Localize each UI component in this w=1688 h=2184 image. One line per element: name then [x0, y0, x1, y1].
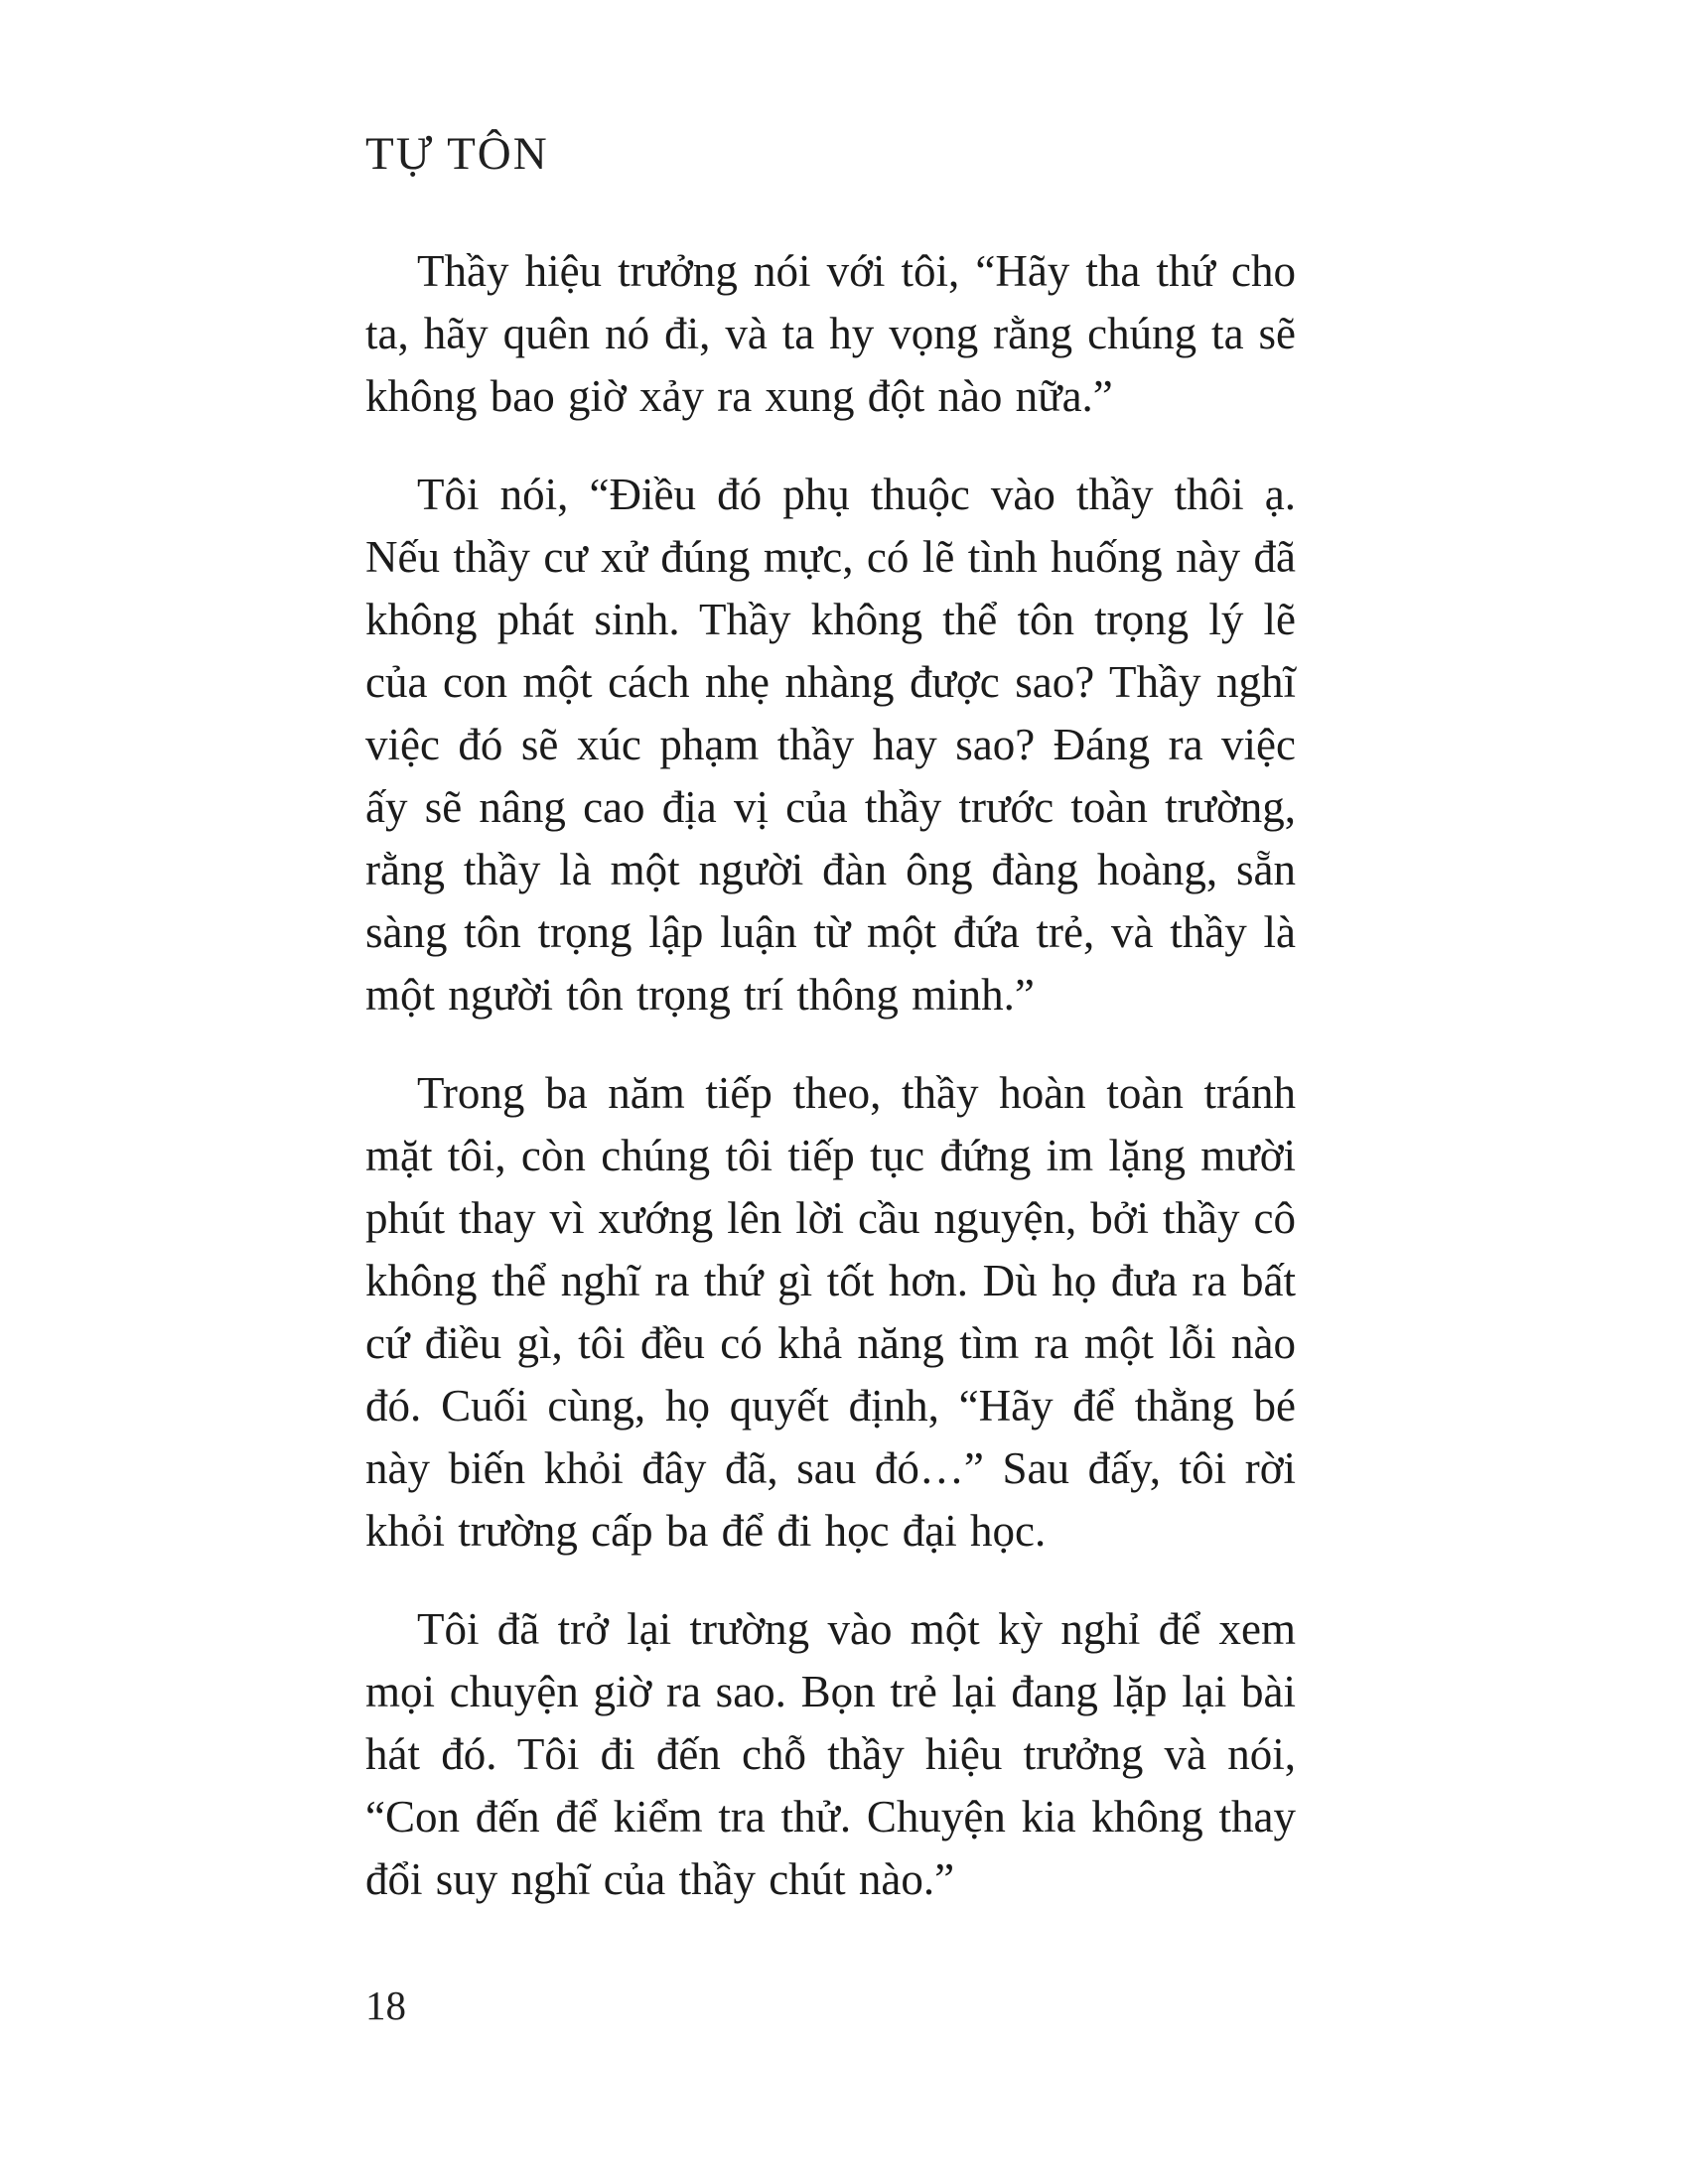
page-number: 18	[365, 1982, 406, 2028]
body-text	[365, 240, 1296, 1947]
paragraph: Tôi đã trở lại trường vào một kỳ nghỉ để xem mọi chuyện giờ ra sao. Bọn trẻ lại đang lặp lại bài hát đó. Tôi đi đến chỗ thầy hiệu trưởng và nói, “Con đến để kiểm tra thử. Chuyện kia không thay đổi suy nghĩ của thầy chút nào.”	[365, 1604, 1296, 1904]
running-head: TỰ TÔN	[365, 128, 549, 180]
paragraph: Trong ba năm tiếp theo, thầy hoàn toàn tránh mặt tôi, còn chúng tôi tiếp tục đứng im lặng mười phút thay vì xướng lên lời cầu nguyện, bởi thầy cô không thể nghĩ ra thứ gì tốt hơn. Dù họ đưa ra bất cứ điều gì, tôi đều có khả năng tìm ra một lỗi nào đó. Cuối cùng, họ quyết định, “Hãy để thằng bé này biến khỏi đây đã, sau đó…” Sau đấy, tôi rời khỏi trường cấp ba để đi học đại học.	[365, 1068, 1296, 1556]
paragraph: Thầy hiệu trưởng nói với tôi, “Hãy tha thứ cho ta, hãy quên nó đi, và ta hy vọng rằng chúng ta sẽ không bao giờ xảy ra xung đột nào nữa.”	[365, 246, 1296, 421]
paragraph: Tôi nói, “Điều đó phụ thuộc vào thầy thôi ạ. Nếu thầy cư xử đúng mực, có lẽ tình huống này đã không phát sinh. Thầy không thể tôn trọng lý lẽ của con một cách nhẹ nhàng được sao? Thầy nghĩ việc đó sẽ xúc phạm thầy hay sao? Đáng ra việc ấy sẽ nâng cao địa vị của thầy trước toàn trường, rằng thầy là một người đàn ông đàng hoàng, sẵn sàng tôn trọng lập luận từ một đứa trẻ, và thầy là một người tôn trọng trí thông minh.”	[365, 470, 1296, 1020]
